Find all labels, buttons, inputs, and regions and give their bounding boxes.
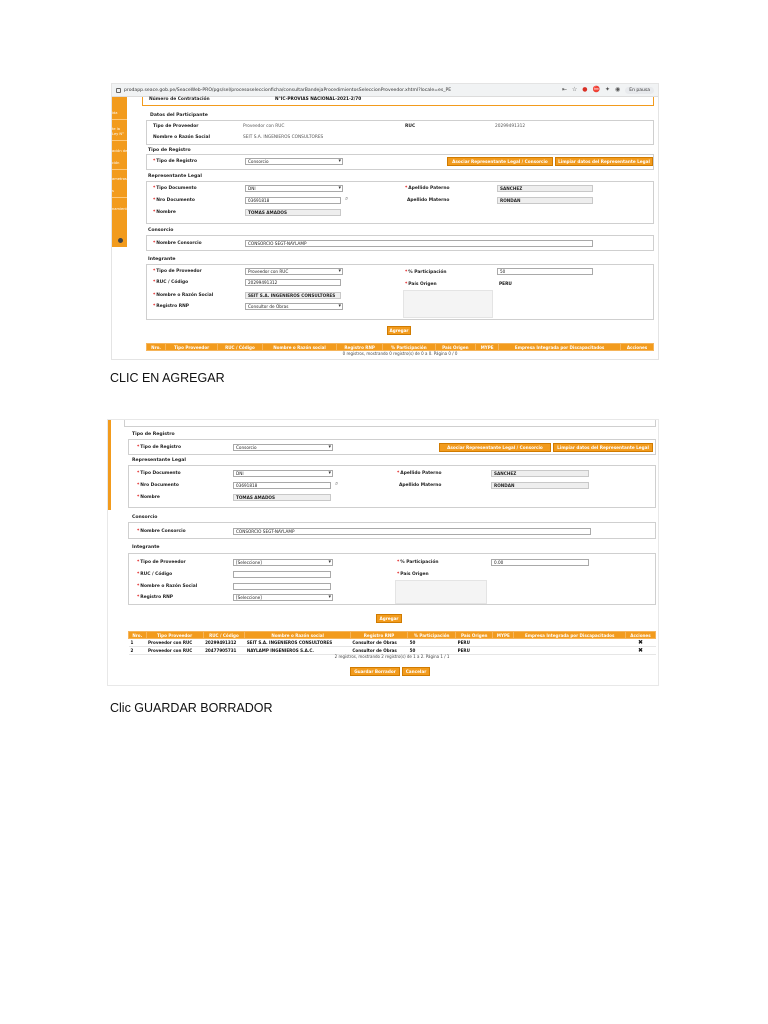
agregar-button[interactable]: Agregar bbox=[387, 326, 411, 335]
field-label: *Nombre Consorcio bbox=[153, 241, 202, 246]
cell-nombre: NAYLAMP INGENIEROS S.A.C. bbox=[245, 647, 351, 655]
razon-social-input[interactable]: SEIT S.A. INGENIEROS CONSULTORES bbox=[245, 292, 341, 299]
field-label: *Nombre Consorcio bbox=[137, 529, 186, 534]
representante-box bbox=[146, 181, 654, 224]
limpiar-representante-button[interactable]: Limpiar datos del Representante Legal bbox=[555, 157, 653, 166]
tipo-registro-select[interactable]: Consorcio ▾ bbox=[245, 158, 343, 165]
contract-number-label: Número de Contratación bbox=[149, 97, 210, 102]
tipo-registro-select[interactable]: Consorcio ▾ bbox=[233, 444, 333, 451]
screenshot-2 bbox=[108, 420, 658, 685]
participant-box bbox=[146, 120, 654, 145]
field-label: *Apellido Paterno bbox=[397, 471, 442, 476]
magnifier-icon[interactable]: ⌕ bbox=[335, 480, 339, 487]
field-label: *RUC / Código bbox=[137, 572, 173, 577]
cell-ruc: 20299491312 bbox=[203, 639, 245, 647]
magnifier-icon[interactable]: ⌕ bbox=[345, 195, 349, 202]
apellido-materno-input[interactable]: RONDAN bbox=[497, 197, 593, 204]
representante-box bbox=[128, 465, 656, 508]
section-title: Representante Legal bbox=[148, 174, 202, 179]
field-label: *Registro RNP bbox=[137, 595, 173, 600]
cell-pais: PERU bbox=[456, 639, 493, 647]
agregar-button[interactable]: Agregar bbox=[376, 614, 402, 623]
nombre-input[interactable]: TOMAS AMADOS bbox=[233, 494, 331, 501]
ruc-input[interactable] bbox=[233, 571, 331, 578]
col-ruc[interactable]: RUC / Código bbox=[218, 344, 263, 351]
delete-icon[interactable]: ✖ bbox=[625, 647, 655, 655]
field-label: *Nombre o Razón Social bbox=[137, 584, 198, 589]
side-menu-item[interactable]: s bbox=[112, 189, 114, 193]
col-tipo-proveedor[interactable]: Tipo Proveedor bbox=[166, 344, 218, 351]
tipo-documento-select[interactable]: DNI ▾ bbox=[233, 470, 333, 477]
participacion-input[interactable]: 50 bbox=[497, 268, 593, 275]
field-label: *Nombre bbox=[153, 210, 176, 215]
stop-icon[interactable]: ⛔ bbox=[592, 86, 601, 93]
field-label: *Tipo de Registro bbox=[137, 445, 182, 450]
cell-rnp: Consultor de Obras bbox=[350, 647, 407, 655]
caption-clic-guardar: Clic GUARDAR BORRADOR bbox=[110, 701, 273, 715]
field-label: *Tipo de Proveedor bbox=[153, 269, 202, 274]
field-label: *Registro RNP bbox=[153, 304, 189, 309]
cell-nombre: SEIT S.A. INGENIEROS CONSULTORES bbox=[245, 639, 351, 647]
asociar-representante-button[interactable]: Asociar Representante Legal / Consorcio bbox=[439, 443, 551, 452]
form-panel bbox=[142, 97, 654, 359]
empty-cell bbox=[403, 290, 493, 318]
table-pager: 0 registros, mostrando 0 registro(s) de 0 a 0. Página 0 / 0 bbox=[342, 351, 458, 356]
cell-nro: 1 bbox=[129, 639, 147, 647]
field-value: 20299491312 bbox=[495, 124, 526, 129]
col-participacion[interactable]: % Participación bbox=[408, 632, 456, 639]
field-label: RUC bbox=[405, 124, 416, 129]
left-menu bbox=[112, 97, 131, 247]
col-tipo-proveedor[interactable]: Tipo Proveedor bbox=[146, 632, 203, 639]
table-header-row bbox=[129, 632, 656, 639]
section-title: Integrante bbox=[148, 257, 176, 262]
apellido-materno-input[interactable]: RONDAN bbox=[491, 482, 589, 489]
field-label: *Apellido Paterno bbox=[405, 186, 450, 191]
contract-number-value: N°IC-PROVIAS NACIONAL-2021-2/70 bbox=[275, 97, 362, 102]
previous-box-edge bbox=[124, 420, 656, 427]
integrante-box bbox=[128, 553, 656, 605]
back-icon[interactable]: ⇤ bbox=[561, 86, 567, 93]
field-label: *País Origen bbox=[405, 282, 437, 287]
consorcio-box bbox=[128, 522, 656, 539]
cell-participacion: 50 bbox=[408, 647, 456, 655]
table-pager: 2 registros, mostrando 2 registro(s) de 1 a 2. Página 1 / 1 bbox=[334, 654, 450, 659]
col-nombre[interactable]: Nombre o Razón social bbox=[245, 632, 351, 639]
cell-rnp: Consultor de Obras bbox=[350, 639, 407, 647]
side-menu-item[interactable]: namientas bbox=[112, 207, 131, 211]
star-icon[interactable]: ☆ bbox=[571, 86, 578, 93]
col-discapacitados[interactable]: Empresa Integrada por Discapacitados bbox=[499, 344, 621, 351]
cell-pais: PERU bbox=[456, 647, 493, 655]
cell-mype bbox=[493, 639, 514, 647]
col-mype[interactable]: MYPE bbox=[493, 632, 514, 639]
section-title: Integrante bbox=[132, 545, 160, 550]
field-value: Proveedor con RUC bbox=[243, 124, 285, 129]
field-label: *Tipo de Proveedor bbox=[137, 560, 186, 565]
field-label: Apellido Materno bbox=[399, 483, 442, 488]
nombre-consorcio-input[interactable]: CONSORCIO SEGT-NAYLAMP bbox=[233, 528, 591, 535]
section-title: Consorcio bbox=[148, 228, 174, 233]
col-acciones: Acciones bbox=[621, 344, 654, 351]
contract-number-row bbox=[142, 97, 654, 106]
cancelar-button[interactable]: Cancelar bbox=[402, 667, 430, 676]
section-title: Tipo de Registro bbox=[148, 148, 191, 153]
field-label: *Tipo de Registro bbox=[153, 159, 198, 164]
pais-origen-value: PERU bbox=[499, 282, 512, 287]
side-menu-item[interactable]: te la bbox=[112, 127, 120, 131]
side-menu-item[interactable]: Ley N° bbox=[112, 132, 124, 136]
cell-participacion: 50 bbox=[408, 639, 456, 647]
registro-box bbox=[146, 154, 654, 170]
lock-icon bbox=[116, 88, 121, 93]
table-header-row bbox=[147, 344, 654, 351]
col-ruc[interactable]: RUC / Código bbox=[203, 632, 245, 639]
nro-documento-input[interactable]: 03691818 bbox=[245, 197, 341, 204]
asociar-representante-button[interactable]: Asociar Representante Legal / Consorcio bbox=[447, 157, 553, 166]
field-label: *% Participación bbox=[405, 270, 447, 275]
integrantes-table bbox=[146, 343, 654, 351]
col-nro[interactable]: Nro. bbox=[147, 344, 166, 351]
section-title: Representante Legal bbox=[132, 458, 186, 463]
apellido-paterno-input[interactable]: SANCHEZ bbox=[497, 185, 593, 192]
field-label: *Nombre bbox=[137, 495, 160, 500]
col-pais[interactable]: País Origen bbox=[456, 632, 493, 639]
sidebar-edge bbox=[108, 420, 111, 510]
registro-rnp-select[interactable]: [Seleccione] ▾ bbox=[233, 594, 333, 601]
extension-icon[interactable]: ● bbox=[582, 86, 588, 93]
integrante-box bbox=[146, 264, 654, 320]
col-mype[interactable]: MYPE bbox=[476, 344, 499, 351]
field-label: Apellido Materno bbox=[407, 198, 450, 203]
side-menu-item[interactable]: ida bbox=[112, 111, 118, 115]
section-title: Datos del Participante bbox=[150, 113, 208, 118]
side-menu-item[interactable]: ación de bbox=[112, 149, 128, 153]
screenshot-1 bbox=[112, 84, 658, 359]
empty-cell bbox=[395, 580, 487, 604]
side-menu-item[interactable]: ametros bbox=[112, 177, 127, 181]
cell-ruc: 20477905731 bbox=[203, 647, 245, 655]
field-label: *Nro Documento bbox=[137, 483, 179, 488]
field-label: *Tipo Documento bbox=[137, 471, 181, 476]
guardar-borrador-button[interactable]: Guardar Borrador bbox=[350, 667, 400, 676]
col-discapacitados[interactable]: Empresa Integrada por Discapacitados bbox=[514, 632, 626, 639]
col-pais[interactable]: País Origen bbox=[435, 344, 476, 351]
field-label: *Nro Documento bbox=[153, 198, 195, 203]
cell-tipo: Proveedor con RUC bbox=[146, 647, 203, 655]
limpiar-representante-button[interactable]: Limpiar datos del Representante Legal bbox=[553, 443, 653, 452]
field-label: Nombre o Razón Social bbox=[153, 135, 210, 140]
participacion-input[interactable]: 0.00 bbox=[491, 559, 589, 566]
col-rnp[interactable]: Registro RNP bbox=[350, 632, 407, 639]
tipo-documento-select[interactable]: DNI ▾ bbox=[245, 185, 343, 192]
pin-icon[interactable]: ✦ bbox=[605, 86, 611, 93]
field-label: Tipo de Proveedor bbox=[153, 124, 199, 129]
field-label: *Tipo Documento bbox=[153, 186, 197, 191]
pause-badge[interactable]: En pausa bbox=[625, 87, 654, 94]
razon-social-input[interactable] bbox=[233, 583, 331, 590]
col-rnp[interactable]: Registro RNP bbox=[337, 344, 383, 351]
nombre-consorcio-input[interactable]: CONSORCIO SEGT-NAYLAMP bbox=[245, 240, 593, 247]
help-icon[interactable] bbox=[116, 236, 125, 245]
ruc-input[interactable]: 20299491312 bbox=[245, 279, 341, 286]
field-label: *RUC / Código bbox=[153, 280, 189, 285]
apellido-paterno-input[interactable]: SANCHEZ bbox=[491, 470, 589, 477]
form-panel bbox=[124, 420, 656, 685]
field-value: SEIT S.A. INGENIEROS CONSULTORES bbox=[243, 135, 324, 140]
browser-address-bar bbox=[112, 84, 658, 97]
profile-icon[interactable]: ◉ bbox=[615, 86, 621, 93]
col-nro[interactable]: Nro. bbox=[129, 632, 147, 639]
nro-documento-input[interactable]: 03691818 bbox=[233, 482, 331, 489]
url-text[interactable]: prodapp.seace.gob.pe/SeaceWeb-PRO/pgs/sel/procesoseleccionficha/consultarBandejaProcedimientosSeleccionProveedor.xhtml?locale=es_PE bbox=[124, 87, 452, 93]
registro-rnp-select[interactable]: Consultor de Obras ▾ bbox=[245, 303, 343, 310]
field-label: *País Origen bbox=[397, 572, 429, 577]
browser-toolbar-icons bbox=[562, 86, 654, 94]
tipo-proveedor-select[interactable]: [Seleccione] ▾ bbox=[233, 559, 333, 566]
nombre-input[interactable]: TOMAS AMADOS bbox=[245, 209, 341, 216]
col-participacion[interactable]: % Participación bbox=[383, 344, 435, 351]
consorcio-box bbox=[146, 235, 654, 251]
cell-tipo: Proveedor con RUC bbox=[146, 639, 203, 647]
field-label: *% Participación bbox=[397, 560, 439, 565]
integrantes-table bbox=[128, 631, 656, 655]
cell-discap bbox=[514, 639, 626, 647]
col-acciones: Acciones bbox=[625, 632, 655, 639]
caption-clic-agregar: CLIC EN AGREGAR bbox=[110, 371, 225, 385]
registro-box bbox=[128, 439, 656, 455]
tipo-proveedor-select[interactable]: Proveedor con RUC ▾ bbox=[245, 268, 343, 275]
section-title: Consorcio bbox=[132, 515, 158, 520]
field-label: *Nombre o Razón Social bbox=[153, 293, 214, 298]
col-nombre[interactable]: Nombre o Razón social bbox=[262, 344, 336, 351]
side-menu-item[interactable]: ción bbox=[112, 161, 120, 165]
table-row bbox=[129, 639, 656, 647]
cell-nro: 2 bbox=[129, 647, 147, 655]
section-title: Tipo de Registro bbox=[132, 432, 175, 437]
delete-icon[interactable]: ✖ bbox=[625, 639, 655, 647]
